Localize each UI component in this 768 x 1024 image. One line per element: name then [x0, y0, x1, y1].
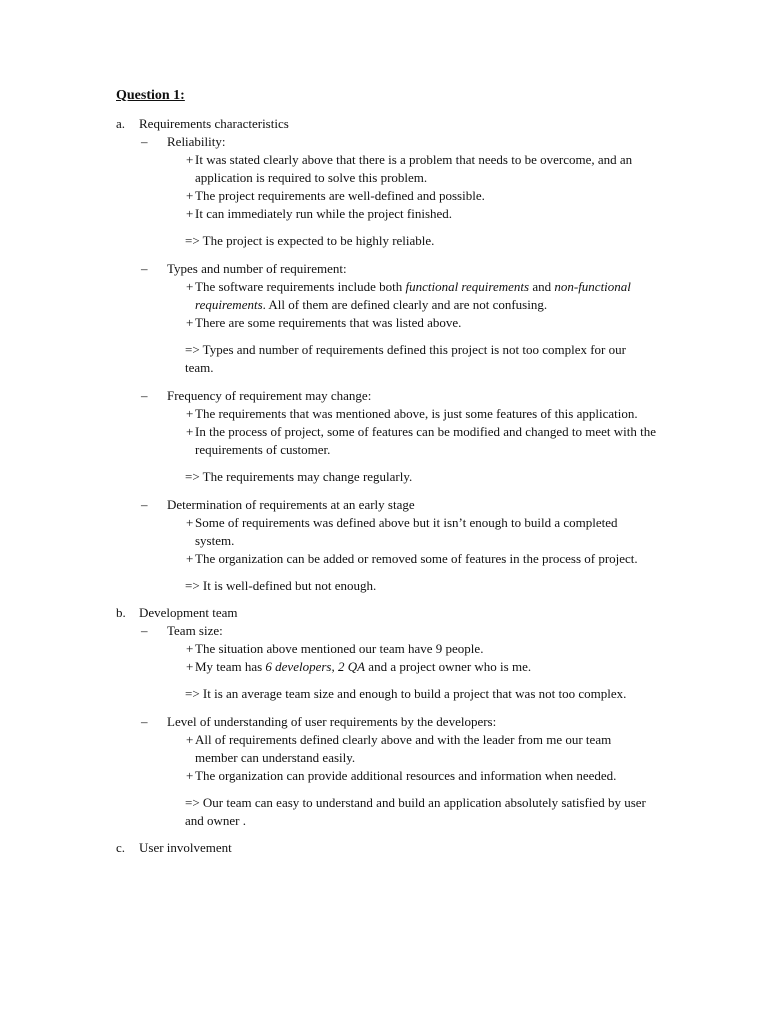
plus-marker: + — [186, 551, 194, 566]
section-c — [116, 839, 656, 857]
list-item — [139, 731, 656, 767]
list-item-text: The requirements that was mentioned above, is just some features of this application. — [195, 406, 638, 421]
section-heading: User involvement — [139, 840, 232, 855]
dash-marker: – — [141, 497, 148, 512]
plus-marker: + — [186, 315, 194, 330]
subsection-reliability — [139, 133, 656, 250]
plus-marker: + — [186, 206, 194, 221]
subsection-frequency — [139, 387, 656, 486]
subsection-determination — [139, 496, 656, 595]
plus-marker: + — [186, 279, 194, 294]
text-run: . All of them are defined clearly and are not confusing. — [262, 297, 548, 312]
list-item-text: There are some requirements that was listed above. — [195, 315, 462, 330]
list-item-text: Some of requirements was defined above but it isn’t enough to build a completed system. — [195, 515, 618, 548]
dash-marker: – — [141, 388, 148, 403]
italic-run: functional requirements — [405, 279, 530, 294]
text-run: My team has — [195, 659, 266, 674]
list-item-text — [195, 658, 656, 676]
page-title: Question 1: — [116, 88, 185, 103]
list-item-text: It was stated clearly above that there is a problem that needs to be overcome, and an application is required to solve this problem. — [195, 152, 633, 185]
plus-marker: + — [186, 768, 194, 783]
list-item — [139, 314, 656, 332]
subsection-heading: Types and number of requirement: — [167, 261, 347, 276]
conclusion-text: => The requirements may change regularly. — [185, 469, 413, 484]
list-item — [139, 767, 656, 785]
plus-marker: + — [186, 641, 194, 656]
dash-marker: – — [141, 714, 148, 729]
text-run: The software requirements include both — [195, 279, 406, 294]
subsection-types — [139, 260, 656, 377]
list-item — [139, 550, 656, 568]
section-b — [116, 604, 656, 830]
list-item-text: The project requirements are well-defined and possible. — [195, 188, 485, 203]
conclusion-text: => Our team can easy to understand and build an application absolutely satisfied by user and owner . — [185, 795, 646, 828]
list-item-text: The organization can provide additional resources and information when needed. — [195, 768, 617, 783]
list-item — [139, 278, 656, 314]
list-item — [139, 187, 656, 205]
subsection-team-size — [139, 622, 656, 703]
list-item — [139, 423, 656, 459]
text-run: and — [529, 279, 555, 294]
subsection-heading: Team size: — [167, 623, 223, 638]
list-item — [139, 640, 656, 658]
section-heading: Requirements characteristics — [139, 116, 289, 131]
dash-marker: – — [141, 623, 148, 638]
conclusion-text: => It is an average team size and enough to build a project that was not too complex. — [185, 686, 627, 701]
conclusion-text: => Types and number of requirements defined this project is not too complex for our team. — [185, 342, 626, 375]
list-item — [139, 658, 656, 676]
subsection-heading: Level of understanding of user requirements by the developers: — [167, 714, 497, 729]
list-item — [139, 405, 656, 423]
subsection-heading: Frequency of requirement may change: — [167, 388, 372, 403]
list-item-text: In the process of project, some of features can be modified and changed to meet with the requirements of customer. — [195, 424, 656, 457]
conclusion-text: => The project is expected to be highly reliable. — [185, 233, 435, 248]
section-label: c. — [116, 840, 126, 855]
italic-run: non-functional requirements — [195, 279, 631, 312]
plus-marker: + — [186, 732, 194, 747]
section-heading: Development team — [139, 605, 238, 620]
plus-marker: + — [186, 406, 194, 421]
subsection-heading: Determination of requirements at an early stage — [167, 497, 415, 512]
plus-marker: + — [186, 188, 194, 203]
list-item-text: The situation above mentioned our team have 9 people. — [195, 641, 484, 656]
list-item — [139, 514, 656, 550]
list-item-text — [195, 278, 656, 314]
dash-marker: – — [141, 261, 148, 276]
italic-run: 6 developers, 2 QA — [265, 659, 366, 674]
section-label: a. — [116, 116, 126, 131]
plus-marker: + — [186, 659, 194, 674]
section-label: b. — [116, 605, 126, 620]
list-item-text: It can immediately run while the project finished. — [195, 206, 453, 221]
plus-marker: + — [186, 424, 194, 439]
section-a — [116, 115, 656, 595]
conclusion-text: => It is well-defined but not enough. — [185, 578, 377, 593]
plus-marker: + — [186, 152, 194, 167]
list-item-text: The organization can be added or removed some of features in the process of project. — [195, 551, 638, 566]
text-run: and a project owner who is me. — [365, 659, 532, 674]
dash-marker: – — [141, 134, 148, 149]
subsection-understanding — [139, 713, 656, 830]
list-item — [139, 205, 656, 223]
plus-marker: + — [186, 515, 194, 530]
list-item — [139, 151, 656, 187]
document-body — [116, 115, 656, 857]
list-item-text: All of requirements defined clearly above and with the leader from me our team member can understand easily. — [195, 732, 612, 765]
subsection-heading: Reliability: — [167, 134, 226, 149]
